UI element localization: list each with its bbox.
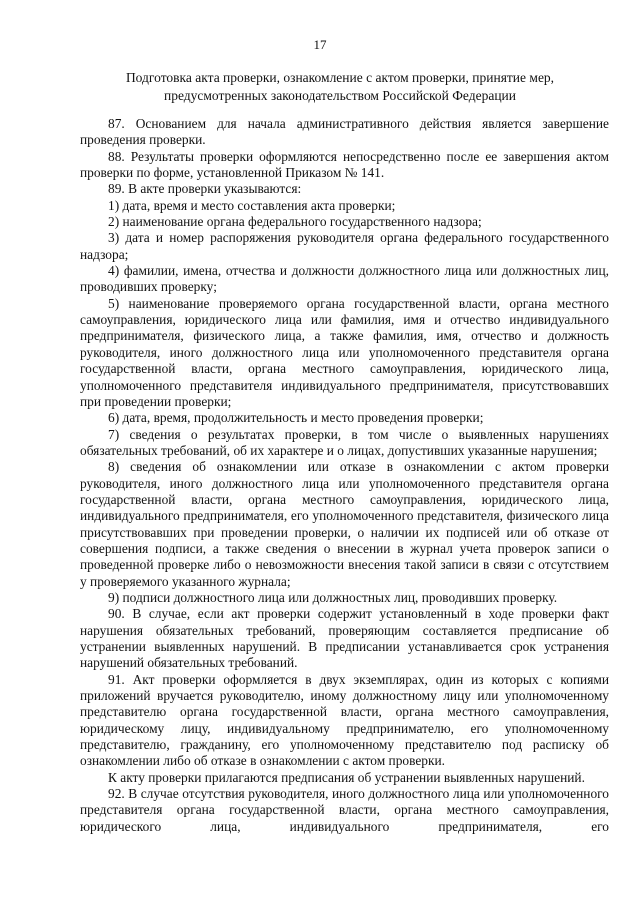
paragraph-89: 89. В акте проверки указываются: bbox=[108, 181, 302, 197]
paragraph-88: 88. Результаты проверки оформляются непосредственно после ее завершения актом проверки по форме, установленной Приказом № 141. bbox=[80, 148, 609, 181]
list-item-4: 4) фамилии, имена, отчества и должности должностного лица или должностных лиц, проводивших проверку; bbox=[80, 263, 609, 295]
list-item-2: 2) наименование органа федерального государственного надзора; bbox=[108, 214, 482, 230]
document-body bbox=[80, 116, 609, 835]
list-item-9: 9) подписи должностного лица или должностных лиц, проводивших проверку. bbox=[108, 589, 558, 605]
list-item-8: 8) сведения об ознакомлении или отказе в ознакомлении с актом проверки руководителя, иного должностного лица или уполномоченного представителя органа государственной власти, органа местного самоуправления, юридического лица, индивидуального предпринимателя, его уполномоченного представителя, физического лица присутствовавших при проведении проверки, о наличии их подписей или об отказе от совершения подписи, а также сведения о внесении в журнал учета проверок записи о проведенной проверке либо о невозможности внесения такой записи в связи с отсутствием у проверяемого указанного журнала; bbox=[80, 459, 609, 589]
list-item-5: 5) наименование проверяемого органа государственной власти, органа местного самоуправления, юридического лица или фамилия, имя и отчество индивидуального предпринимателя, физического лица, а также фамилия, имя, отчество и должность руководителя, иного должностного лица или уполномоченного представителя органа государственной власти, органа местного самоуправления, юридического лица, уполномоченного представителя индивидуального предпринимателя, присутствовавших при проведении проверки; bbox=[80, 295, 609, 409]
section-title: Подготовка акта проверки, ознакомление с актом проверки, принятие мер, предусмотренных законодательством Российской Федерации bbox=[125, 70, 555, 103]
paragraph-87: 87. Основанием для начала административного действия является завершение проведения проверки. bbox=[80, 116, 609, 148]
list-item-3: 3) дата и номер распоряжения руководителя органа федерального государственного надзора; bbox=[80, 230, 609, 262]
list-item-6: 6) дата, время, продолжительность и место проведения проверки; bbox=[108, 410, 484, 426]
list-item-1: 1) дата, время и место составления акта проверки; bbox=[108, 197, 396, 213]
paragraph-91: 91. Акт проверки оформляется в двух экземплярах, один из которых с копиями приложений вручается руководителю, иному должностному лицу или уполномоченному представителю органа государственной власти, органа местного самоуправления, юридическому лицу, индивидуальному предпринимателю, его уполномоченному представителю, гражданину, его уполномоченному представителю под расписку об ознакомлении либо об отказе в ознакомлении с актом проверки. bbox=[80, 671, 609, 769]
page-number: 17 bbox=[313, 37, 327, 52]
paragraph-90: 90. В случае, если акт проверки содержит установленный в ходе проверки факт нарушения обязательных требований, проверяющим составляется предписание об устранении выявленных нарушений. В предписании устанавливается срок устранения нарушений обязательных требований. bbox=[80, 606, 609, 671]
paragraph-attachments: К акту проверки прилагаются предписания об устранении выявленных нарушений. bbox=[108, 769, 585, 785]
paragraph-92: 92. В случае отсутствия руководителя, иного должностного лица или уполномоченного представителя органа государственной власти, органа местного самоуправления, юридического лица, индивидуального предпринимателя, его bbox=[80, 786, 609, 834]
list-item-7: 7) сведения о результатах проверки, в том числе о выявленных нарушениях обязательных требований, об их характере и о лицах, допустивших указанные нарушения; bbox=[80, 426, 609, 458]
